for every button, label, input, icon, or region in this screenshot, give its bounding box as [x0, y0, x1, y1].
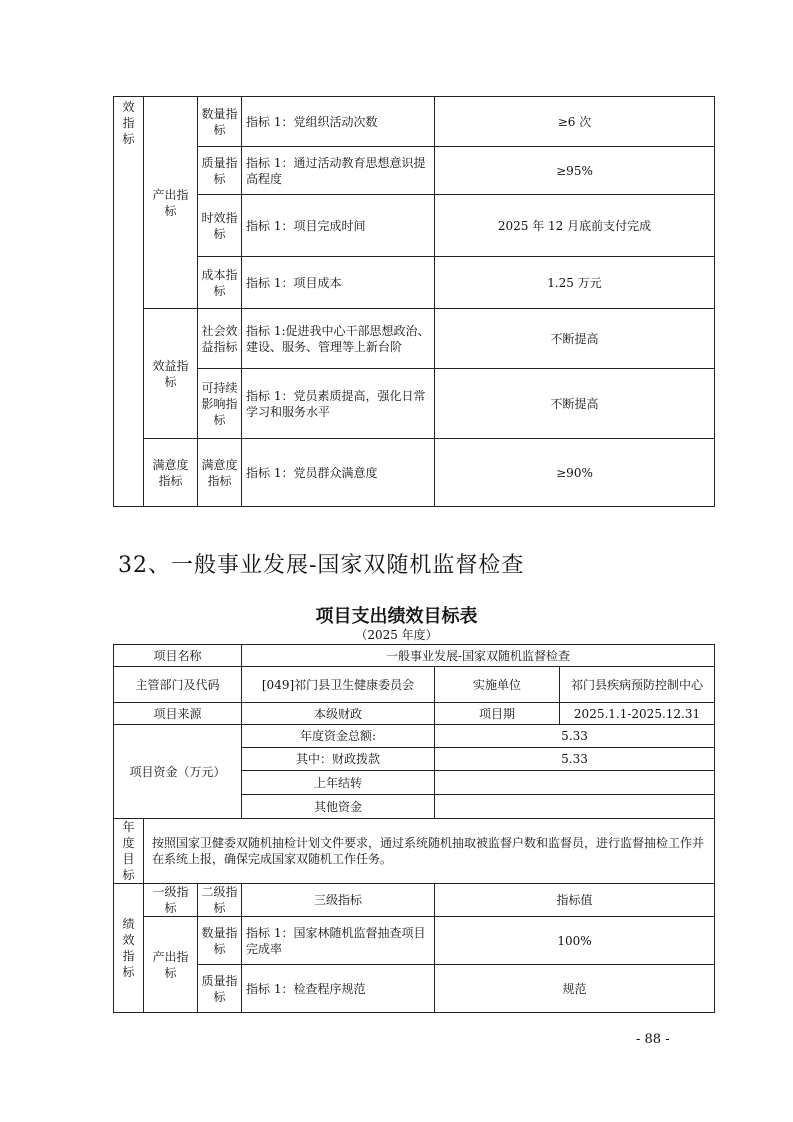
sub-indicator: 质量指标: [198, 965, 242, 1013]
indicator-text: 指标 1：国家林随机监督抽查项目完成率: [242, 917, 435, 965]
indicator-value: 规范: [435, 965, 715, 1013]
impl-unit-value: 祁门县疾病预防控制中心: [560, 667, 715, 703]
annual-goal-label: 年度目标: [114, 819, 144, 884]
indicator-text: 指标 1：党员素质提高，强化日常学习和服务水平: [242, 369, 435, 439]
indicator-text: 指标 1：检查程序规范: [242, 965, 435, 1013]
indicator-value: ≥6 次: [435, 97, 715, 147]
funds-fiscal-label: 其中：财政拨款: [242, 748, 435, 771]
indicator-text: 指标 1：党组织活动次数: [242, 97, 435, 147]
indicator-value: ≥95%: [435, 147, 715, 195]
header-level1: 一级指标: [144, 884, 198, 917]
header-level3: 三级指标: [242, 884, 435, 917]
perf-indicator-label: 绩效指标: [114, 884, 144, 1013]
sub-indicator: 可持续影响指标: [198, 369, 242, 439]
sub-indicator: 时效指标: [198, 195, 242, 257]
indicator-text: 指标 1：项目完成时间: [242, 195, 435, 257]
indicator-value: 不断提高: [435, 309, 715, 369]
indicator-value: 100%: [435, 917, 715, 965]
period-value: 2025.1.1-2025.12.31: [560, 703, 715, 725]
funds-total-value: 5.33: [435, 725, 715, 748]
page-number: - 88 -: [636, 1032, 670, 1047]
output-indicator-label: 产出指标: [144, 97, 198, 309]
source-value: 本级财政: [242, 703, 435, 725]
header-level2: 二级指标: [198, 884, 242, 917]
funds-carry-value: [435, 771, 715, 795]
indicator-value: ≥90%: [435, 439, 715, 507]
project-name-label: 项目名称: [114, 645, 242, 667]
first-level-cell: 效指标: [114, 97, 144, 507]
indicator-value: 1.25 万元: [435, 257, 715, 309]
sub-indicator: 成本指标: [198, 257, 242, 309]
indicator-text: 指标 1：项目成本: [242, 257, 435, 309]
period-label: 项目期: [435, 703, 560, 725]
sub-indicator: 满意度指标: [198, 439, 242, 507]
indicator-text: 指标 1：党员群众满意度: [242, 439, 435, 507]
indicator-text: 指标 1:促进我中心干部思想政治、建设、服务、管理等上新台阶: [242, 309, 435, 369]
annual-goal-text: 按照国家卫健委双随机抽检计划文件要求，通过系统随机抽取被监督户数和监督员，进行监督抽检工作并在系统上报，确保完成国家双随机工作任务。: [144, 819, 715, 884]
satisfaction-indicator-label: 满意度指标: [144, 439, 198, 507]
project-name-value: 一般事业发展-国家双随机监督检查: [242, 645, 715, 667]
indicator-value: 2025 年 12 月底前支付完成: [435, 195, 715, 257]
output-indicator-label: 产出指标: [144, 917, 198, 1013]
table-title: 项目支出绩效目标表: [315, 606, 478, 627]
sub-indicator: 数量指标: [198, 917, 242, 965]
project-performance-table: [113, 644, 715, 1013]
performance-table-continued: [113, 96, 715, 507]
indicator-text: 指标 1：通过活动教育思想意识提高程度: [242, 147, 435, 195]
sub-indicator: 质量指标: [198, 147, 242, 195]
funds-fiscal-value: 5.33: [435, 748, 715, 771]
dept-value: [049]祁门县卫生健康委员会: [242, 667, 435, 703]
source-label: 项目来源: [114, 703, 242, 725]
funds-label: 项目资金（万元）: [114, 725, 242, 819]
dept-label: 主管部门及代码: [114, 667, 242, 703]
funds-carry-label: 上年结转: [242, 771, 435, 795]
funds-other-label: 其他资金: [242, 795, 435, 819]
header-value: 指标值: [435, 884, 715, 917]
funds-other-value: [435, 795, 715, 819]
impl-unit-label: 实施单位: [435, 667, 560, 703]
sub-indicator: 社会效益指标: [198, 309, 242, 369]
funds-total-label: 年度资金总额:: [242, 725, 435, 748]
indicator-value: 不断提高: [435, 369, 715, 439]
section-title: 32、一般事业发展-国家双随机监督检查: [118, 553, 525, 578]
benefit-indicator-label: 效益指标: [144, 309, 198, 439]
sub-indicator: 数量指标: [198, 97, 242, 147]
table-subtitle: （2025 年度）: [355, 628, 438, 642]
